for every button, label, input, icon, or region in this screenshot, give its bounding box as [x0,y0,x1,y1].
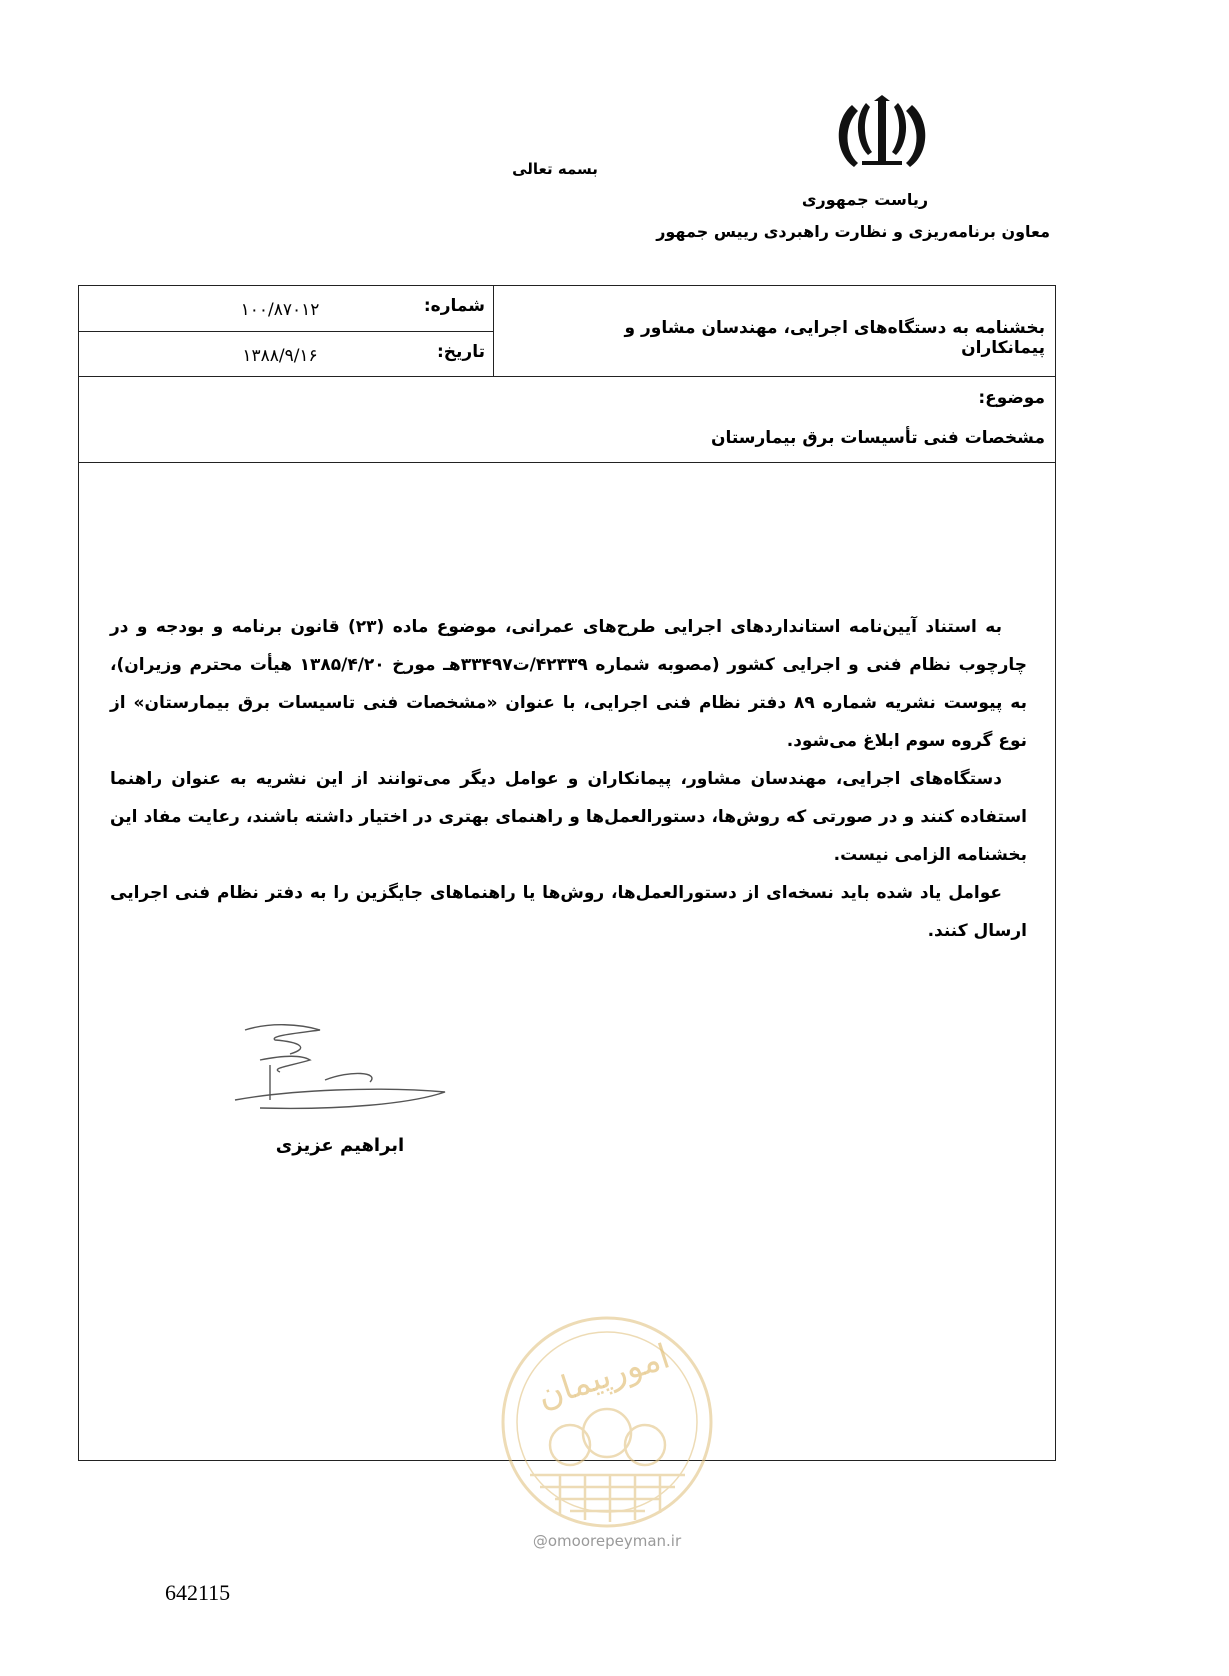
date-label: تاریخ: [437,342,485,362]
number-label: شماره: [423,296,485,316]
body-paragraph-1 [110,608,1027,760]
watermark-logo-icon [500,1315,715,1530]
date-value: ۱۳۸۸/۹/۱۶ [242,346,318,366]
header-divider [493,285,494,377]
number-date-divider [78,331,493,332]
document-number: 642115 [165,1580,231,1605]
watermark-site: @omoorepeyman.ir [532,1532,682,1550]
iran-emblem-icon [832,95,932,177]
subject-bottom-divider [78,462,1056,463]
paragraph-1-intro: به استناد آیین‌نامه استانداردهای اجرایی طرح‌های عمرانی، موضوع ماده (۲۳) قانون برنامه و بودجه و در چارچوب نظام فنی و اجرایی کشور (مصوبه شماره ۴۲۳۳۹/ت۳۳۴۹۷هـ مورخ ۱۳۸۵/۴/۲۰ هیأت محترم وزیران)، به پیوست نشریه شماره ۸۹ دفتر نظام فنی اجرایی، با عنوان « [110,617,1028,713]
bismillah-text: بسمه تعالی [512,160,598,178]
signer-name: ابراهیم عزیزی [275,1135,405,1156]
body-paragraph-3: عوامل یاد شده باید نسخه‌ای از دستورالعمل‌ها، روش‌ها یا راهنماهای جایگزین را به دفتر نظام فنی اجرایی ارسال کنند. [110,883,1027,941]
number-value: ۱۰۰/۸۷۰۱۲ [240,300,320,320]
publication-title: مشخصات فنی تاسیسات برق بیمارستان [144,693,487,713]
subject-text: مشخصات فنی تأسیسات برق بیمارستان [710,428,1045,448]
subject-label: موضوع: [978,388,1045,408]
watermark-logo-text: امورپیمان [532,1336,675,1417]
header-bottom-divider [78,376,1056,377]
addressee: بخشنامه به دستگاه‌های اجرایی، مهندسان مشاور و پیمانکاران [624,318,1045,358]
presidency-title: ریاست جمهوری [801,190,929,209]
deputy-title: معاون برنامه‌ریزی و نظارت راهبردی رییس جمهور [656,222,1050,241]
paragraph-1-end: » از نوع گروه سوم ابلاغ می‌شود. [110,693,1027,751]
letter-body [110,608,1027,950]
body-paragraph-2: دستگاه‌های اجرایی، مهندسان مشاور، پیمانکاران و عوامل دیگر می‌توانند از این نشریه به عنوان راهنما استفاده کنند و در صورتی که روش‌ها، دستورالعمل‌ها و راهنمای بهتری در اختیار داشته باشند، رعایت مفاد این بخشنامه الزامی نیست. [110,769,1027,865]
signature-icon [230,1020,470,1130]
